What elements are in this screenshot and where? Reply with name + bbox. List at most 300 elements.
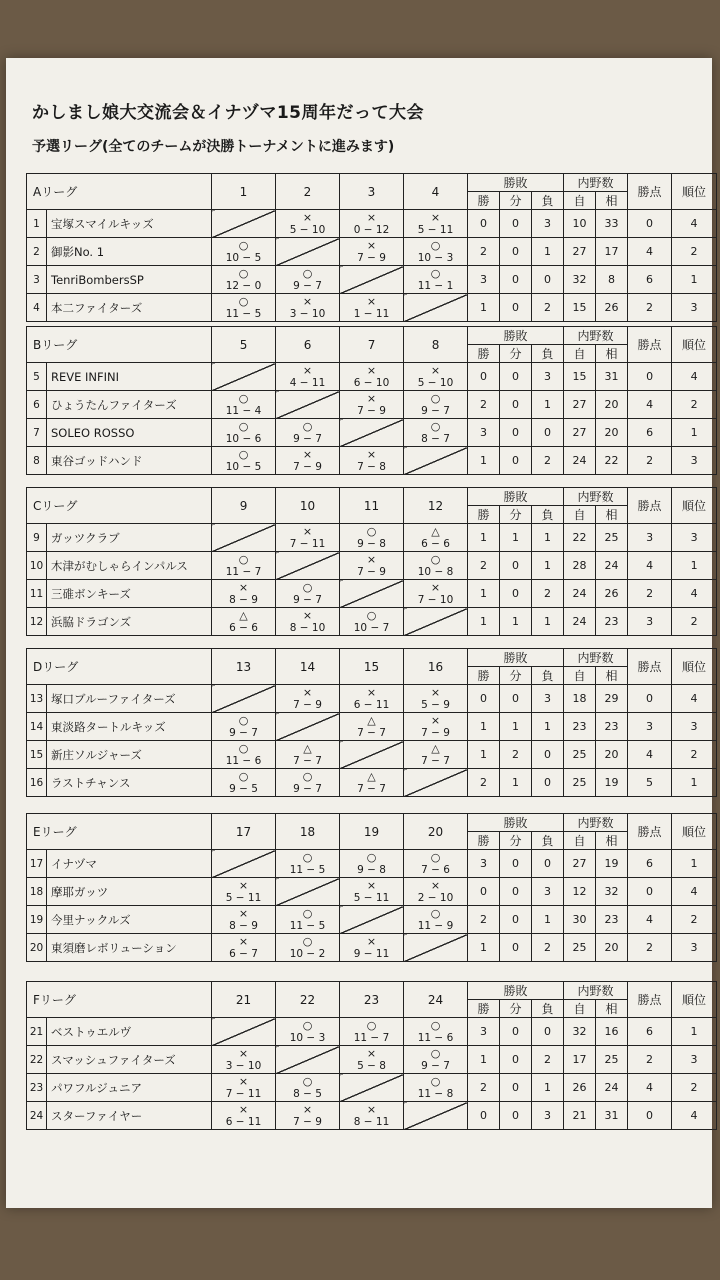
team-row xyxy=(27,266,717,294)
column-team-number: 15 xyxy=(340,649,404,685)
wins: 0 xyxy=(468,210,500,238)
match-score: 3 − 10 xyxy=(289,307,326,320)
column-team-number: 5 xyxy=(212,327,276,363)
match-score: 11 − 5 xyxy=(289,919,326,932)
team-row xyxy=(27,713,717,741)
runs-for-header: 自 xyxy=(564,667,596,685)
match-result-cell xyxy=(404,741,468,769)
match-score: 10 − 6 xyxy=(225,432,262,445)
losses: 0 xyxy=(532,850,564,878)
league-table xyxy=(26,648,717,797)
match-score: 11 − 4 xyxy=(225,404,262,417)
wins: 0 xyxy=(468,878,500,906)
runs-against: 24 xyxy=(596,552,628,580)
result-mark: × xyxy=(238,1046,249,1060)
self-match-cell xyxy=(340,419,404,447)
match-score: 7 − 9 xyxy=(357,565,386,578)
team-number: 23 xyxy=(27,1074,47,1102)
header-row xyxy=(27,814,717,832)
losses: 1 xyxy=(532,552,564,580)
result-mark: × xyxy=(366,391,377,405)
self-match-cell xyxy=(276,391,340,419)
team-number: 4 xyxy=(27,294,47,322)
wins: 1 xyxy=(468,713,500,741)
column-team-number: 8 xyxy=(404,327,468,363)
rank: 1 xyxy=(672,1018,717,1046)
rank-header: 順位 xyxy=(672,814,717,850)
match-score: 5 − 11 xyxy=(225,891,262,904)
self-match-cell xyxy=(340,741,404,769)
match-result-cell xyxy=(340,363,404,391)
runs-header: 内野数 xyxy=(564,488,628,506)
result-mark: ○ xyxy=(430,906,441,920)
runs-for: 23 xyxy=(564,713,596,741)
draws: 0 xyxy=(500,238,532,266)
match-result-cell xyxy=(212,878,276,906)
rank: 2 xyxy=(672,608,717,636)
team-row xyxy=(27,878,717,906)
rank: 1 xyxy=(672,769,717,797)
wins: 1 xyxy=(468,1046,500,1074)
rank: 3 xyxy=(672,447,717,475)
match-result-cell xyxy=(212,769,276,797)
match-result-cell xyxy=(212,419,276,447)
points: 2 xyxy=(628,447,672,475)
draws: 0 xyxy=(500,1074,532,1102)
runs-for: 17 xyxy=(564,1046,596,1074)
team-row xyxy=(27,1046,717,1074)
result-mark: × xyxy=(302,294,313,308)
result-mark: ○ xyxy=(430,1074,441,1088)
rank: 2 xyxy=(672,906,717,934)
win-header: 勝 xyxy=(468,506,500,524)
team-name: 東須磨レボリューション xyxy=(47,934,212,962)
points-header: 勝点 xyxy=(628,649,672,685)
result-mark: ○ xyxy=(302,769,313,783)
runs-against: 23 xyxy=(596,608,628,636)
runs-for: 24 xyxy=(564,608,596,636)
loss-header: 負 xyxy=(532,345,564,363)
match-score: 9 − 7 xyxy=(421,1059,450,1072)
team-name: 御影No. 1 xyxy=(47,238,212,266)
runs-against: 20 xyxy=(596,741,628,769)
wins: 0 xyxy=(468,1102,500,1130)
rank: 3 xyxy=(672,294,717,322)
result-mark: ○ xyxy=(302,1074,313,1088)
self-match-cell xyxy=(340,580,404,608)
team-number: 22 xyxy=(27,1046,47,1074)
win-loss-header: 勝敗 xyxy=(468,814,564,832)
losses: 3 xyxy=(532,878,564,906)
result-mark: × xyxy=(302,685,313,699)
runs-against: 31 xyxy=(596,1102,628,1130)
runs-for: 15 xyxy=(564,363,596,391)
self-match-cell xyxy=(404,608,468,636)
match-score: 6 − 7 xyxy=(229,947,258,960)
match-result-cell xyxy=(404,391,468,419)
team-name: 宝塚スマイルキッズ xyxy=(47,210,212,238)
result-mark: ○ xyxy=(430,238,441,252)
runs-against: 24 xyxy=(596,1074,628,1102)
result-mark: △ xyxy=(367,769,376,783)
result-mark: ○ xyxy=(238,266,249,280)
match-score: 8 − 7 xyxy=(421,432,450,445)
match-score: 7 − 6 xyxy=(421,863,450,876)
column-team-number: 9 xyxy=(212,488,276,524)
paper-sheet xyxy=(6,58,712,1208)
league-table xyxy=(26,173,717,322)
match-result-cell xyxy=(404,552,468,580)
rank: 2 xyxy=(672,391,717,419)
wins: 1 xyxy=(468,580,500,608)
match-score: 9 − 5 xyxy=(229,782,258,795)
wins: 2 xyxy=(468,238,500,266)
runs-against: 26 xyxy=(596,580,628,608)
runs-against-header: 相 xyxy=(596,345,628,363)
wins: 1 xyxy=(468,294,500,322)
runs-header: 内野数 xyxy=(564,174,628,192)
team-name: ガッツクラブ xyxy=(47,524,212,552)
match-score: 10 − 5 xyxy=(225,251,262,264)
team-number: 1 xyxy=(27,210,47,238)
draws: 0 xyxy=(500,210,532,238)
match-score: 8 − 11 xyxy=(353,1115,390,1128)
match-score: 7 − 10 xyxy=(417,593,454,606)
result-mark: ○ xyxy=(430,391,441,405)
losses: 2 xyxy=(532,580,564,608)
wins: 2 xyxy=(468,391,500,419)
result-mark: × xyxy=(366,210,377,224)
self-match-cell xyxy=(212,363,276,391)
team-row xyxy=(27,1102,717,1130)
match-score: 7 − 9 xyxy=(421,726,450,739)
losses: 2 xyxy=(532,1046,564,1074)
result-mark: △ xyxy=(431,741,440,755)
team-number: 10 xyxy=(27,552,47,580)
losses: 2 xyxy=(532,294,564,322)
team-number: 21 xyxy=(27,1018,47,1046)
win-header: 勝 xyxy=(468,1000,500,1018)
match-result-cell xyxy=(340,391,404,419)
team-row xyxy=(27,363,717,391)
draw-header: 分 xyxy=(500,345,532,363)
result-mark: ○ xyxy=(302,580,313,594)
team-name: ベストゥエルヴ xyxy=(47,1018,212,1046)
runs-for-header: 自 xyxy=(564,1000,596,1018)
column-team-number: 23 xyxy=(340,982,404,1018)
match-score: 7 − 9 xyxy=(357,404,386,417)
match-score: 7 − 7 xyxy=(357,782,386,795)
team-row xyxy=(27,850,717,878)
result-mark: ○ xyxy=(238,741,249,755)
loss-header: 負 xyxy=(532,192,564,210)
match-score: 5 − 11 xyxy=(353,891,390,904)
column-team-number: 13 xyxy=(212,649,276,685)
match-score: 7 − 9 xyxy=(293,1115,322,1128)
rank: 3 xyxy=(672,713,717,741)
match-result-cell xyxy=(340,769,404,797)
column-team-number: 17 xyxy=(212,814,276,850)
match-result-cell xyxy=(212,294,276,322)
column-team-number: 10 xyxy=(276,488,340,524)
runs-against: 20 xyxy=(596,419,628,447)
self-match-cell xyxy=(212,210,276,238)
losses: 1 xyxy=(532,713,564,741)
match-result-cell xyxy=(212,266,276,294)
column-team-number: 7 xyxy=(340,327,404,363)
match-result-cell xyxy=(404,266,468,294)
column-team-number: 24 xyxy=(404,982,468,1018)
match-score: 6 − 6 xyxy=(229,621,258,634)
result-mark: × xyxy=(238,1102,249,1116)
match-result-cell xyxy=(276,363,340,391)
match-score: 10 − 7 xyxy=(353,621,390,634)
result-mark: × xyxy=(366,294,377,308)
result-mark: △ xyxy=(431,524,440,538)
match-result-cell xyxy=(276,1102,340,1130)
team-name: ひょうたんファイターズ xyxy=(47,391,212,419)
match-score: 11 − 6 xyxy=(417,1031,454,1044)
match-score: 7 − 9 xyxy=(293,698,322,711)
match-score: 11 − 5 xyxy=(289,863,326,876)
result-mark: × xyxy=(430,580,441,594)
points: 0 xyxy=(628,685,672,713)
draws: 0 xyxy=(500,1018,532,1046)
team-row xyxy=(27,210,717,238)
team-number: 14 xyxy=(27,713,47,741)
win-loss-header: 勝敗 xyxy=(468,982,564,1000)
self-match-cell xyxy=(340,906,404,934)
match-score: 0 − 12 xyxy=(353,223,390,236)
points: 4 xyxy=(628,391,672,419)
losses: 2 xyxy=(532,447,564,475)
losses: 0 xyxy=(532,419,564,447)
match-result-cell xyxy=(340,210,404,238)
match-result-cell xyxy=(340,238,404,266)
league-name: Dリーグ xyxy=(27,649,212,685)
rank-header: 順位 xyxy=(672,488,717,524)
match-score: 11 − 9 xyxy=(417,919,454,932)
team-row xyxy=(27,238,717,266)
self-match-cell xyxy=(276,713,340,741)
match-result-cell xyxy=(276,769,340,797)
column-team-number: 22 xyxy=(276,982,340,1018)
runs-against: 23 xyxy=(596,713,628,741)
runs-for-header: 自 xyxy=(564,345,596,363)
page-title: かしまし娘大交流会＆イナヅマ15周年だって大会 xyxy=(32,103,424,123)
rank: 4 xyxy=(672,685,717,713)
points-header: 勝点 xyxy=(628,327,672,363)
match-score: 5 − 8 xyxy=(357,1059,386,1072)
rank: 2 xyxy=(672,238,717,266)
draw-header: 分 xyxy=(500,192,532,210)
points: 0 xyxy=(628,878,672,906)
draw-header: 分 xyxy=(500,1000,532,1018)
win-loss-header: 勝敗 xyxy=(468,488,564,506)
team-number: 6 xyxy=(27,391,47,419)
team-number: 17 xyxy=(27,850,47,878)
result-mark: ○ xyxy=(302,419,313,433)
match-result-cell xyxy=(340,878,404,906)
match-result-cell xyxy=(340,713,404,741)
match-score: 9 − 7 xyxy=(293,782,322,795)
match-result-cell xyxy=(404,1074,468,1102)
match-score: 9 − 7 xyxy=(293,432,322,445)
column-team-number: 14 xyxy=(276,649,340,685)
match-result-cell xyxy=(404,1046,468,1074)
team-number: 13 xyxy=(27,685,47,713)
losses: 1 xyxy=(532,906,564,934)
team-row xyxy=(27,685,717,713)
result-mark: ○ xyxy=(430,850,441,864)
runs-against: 31 xyxy=(596,363,628,391)
match-result-cell xyxy=(276,1018,340,1046)
self-match-cell xyxy=(340,1074,404,1102)
match-score: 7 − 9 xyxy=(357,251,386,264)
rank-header: 順位 xyxy=(672,982,717,1018)
team-name: SOLEO ROSSO xyxy=(47,419,212,447)
league-name: Fリーグ xyxy=(27,982,212,1018)
runs-header: 内野数 xyxy=(564,814,628,832)
draws: 1 xyxy=(500,524,532,552)
team-row xyxy=(27,391,717,419)
runs-against: 25 xyxy=(596,1046,628,1074)
wins: 1 xyxy=(468,934,500,962)
match-score: 6 − 10 xyxy=(353,376,390,389)
draws: 0 xyxy=(500,552,532,580)
self-match-cell xyxy=(276,238,340,266)
match-score: 8 − 10 xyxy=(289,621,326,634)
win-loss-header: 勝敗 xyxy=(468,327,564,345)
runs-against: 20 xyxy=(596,391,628,419)
wins: 1 xyxy=(468,524,500,552)
points-header: 勝点 xyxy=(628,488,672,524)
match-score: 7 − 11 xyxy=(225,1087,262,1100)
match-result-cell xyxy=(404,580,468,608)
team-name: 塚口ブルーファイターズ xyxy=(47,685,212,713)
match-score: 6 − 11 xyxy=(225,1115,262,1128)
runs-against: 8 xyxy=(596,266,628,294)
header-row xyxy=(27,488,717,506)
points: 2 xyxy=(628,934,672,962)
points: 6 xyxy=(628,266,672,294)
runs-against: 23 xyxy=(596,906,628,934)
points: 3 xyxy=(628,713,672,741)
match-score: 10 − 2 xyxy=(289,947,326,960)
match-result-cell xyxy=(404,524,468,552)
result-mark: ○ xyxy=(238,294,249,308)
result-mark: △ xyxy=(303,741,312,755)
match-result-cell xyxy=(212,1074,276,1102)
draws: 0 xyxy=(500,850,532,878)
points: 6 xyxy=(628,419,672,447)
points: 2 xyxy=(628,580,672,608)
result-mark: × xyxy=(238,580,249,594)
losses: 1 xyxy=(532,238,564,266)
draws: 0 xyxy=(500,906,532,934)
column-team-number: 6 xyxy=(276,327,340,363)
runs-for: 26 xyxy=(564,1074,596,1102)
page-subtitle: 予選リーグ(全てのチームが決勝トーナメントに進みます) xyxy=(32,139,395,155)
draws: 0 xyxy=(500,363,532,391)
team-row xyxy=(27,294,717,322)
team-number: 3 xyxy=(27,266,47,294)
team-number: 8 xyxy=(27,447,47,475)
match-result-cell xyxy=(212,1102,276,1130)
runs-for: 15 xyxy=(564,294,596,322)
wins: 3 xyxy=(468,419,500,447)
rank-header: 順位 xyxy=(672,327,717,363)
self-match-cell xyxy=(404,934,468,962)
team-name: ラストチャンス xyxy=(47,769,212,797)
result-mark: ○ xyxy=(430,419,441,433)
runs-against: 32 xyxy=(596,878,628,906)
team-number: 9 xyxy=(27,524,47,552)
draw-header: 分 xyxy=(500,667,532,685)
match-score: 2 − 10 xyxy=(417,891,454,904)
runs-against-header: 相 xyxy=(596,1000,628,1018)
match-score: 11 − 7 xyxy=(353,1031,390,1044)
column-team-number: 4 xyxy=(404,174,468,210)
match-score: 11 − 6 xyxy=(225,754,262,767)
result-mark: ○ xyxy=(366,1018,377,1032)
self-match-cell xyxy=(340,266,404,294)
wins: 3 xyxy=(468,1018,500,1046)
losses: 0 xyxy=(532,266,564,294)
wins: 3 xyxy=(468,266,500,294)
team-number: 11 xyxy=(27,580,47,608)
match-score: 8 − 9 xyxy=(229,593,258,606)
team-name: 三碓ボンキーズ xyxy=(47,580,212,608)
match-score: 7 − 7 xyxy=(421,754,450,767)
runs-for-header: 自 xyxy=(564,832,596,850)
rank: 1 xyxy=(672,419,717,447)
match-score: 9 − 7 xyxy=(421,404,450,417)
result-mark: × xyxy=(366,685,377,699)
points-header: 勝点 xyxy=(628,174,672,210)
team-number: 20 xyxy=(27,934,47,962)
runs-against: 33 xyxy=(596,210,628,238)
match-score: 9 − 7 xyxy=(293,279,322,292)
team-name: 東谷ゴッドハンド xyxy=(47,447,212,475)
match-result-cell xyxy=(340,850,404,878)
result-mark: × xyxy=(430,878,441,892)
losses: 1 xyxy=(532,524,564,552)
result-mark: ○ xyxy=(430,266,441,280)
points: 4 xyxy=(628,238,672,266)
league-name: Aリーグ xyxy=(27,174,212,210)
team-number: 24 xyxy=(27,1102,47,1130)
draws: 0 xyxy=(500,878,532,906)
runs-for-header: 自 xyxy=(564,506,596,524)
runs-for: 27 xyxy=(564,850,596,878)
match-result-cell xyxy=(276,419,340,447)
result-mark: ○ xyxy=(366,524,377,538)
match-result-cell xyxy=(404,1018,468,1046)
team-row xyxy=(27,419,717,447)
match-score: 1 − 11 xyxy=(353,307,390,320)
column-team-number: 3 xyxy=(340,174,404,210)
result-mark: ○ xyxy=(430,1018,441,1032)
team-name: 木津がむしゃらインパルス xyxy=(47,552,212,580)
result-mark: × xyxy=(302,210,313,224)
match-score: 7 − 9 xyxy=(293,460,322,473)
team-row xyxy=(27,524,717,552)
match-result-cell xyxy=(276,580,340,608)
runs-against: 26 xyxy=(596,294,628,322)
losses: 2 xyxy=(532,934,564,962)
result-mark: × xyxy=(366,552,377,566)
